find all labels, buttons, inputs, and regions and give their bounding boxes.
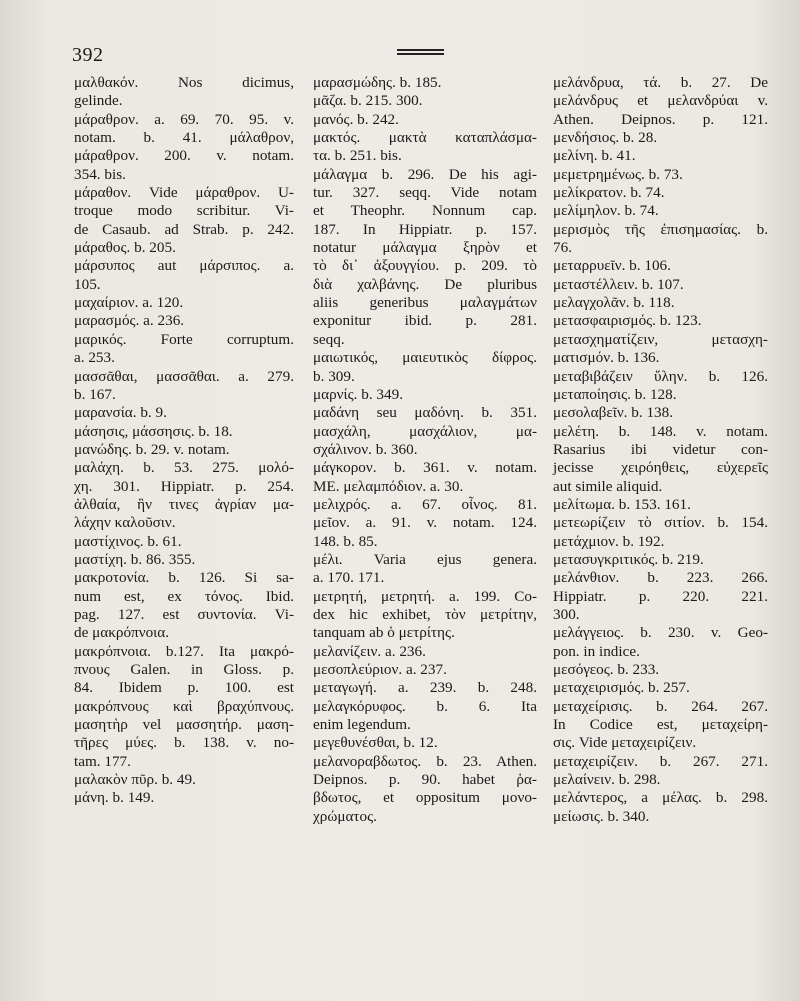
index-entry-line: Hippiatr. p. 220. 221. (553, 587, 768, 605)
index-entry-line: πνους Galen. in Gloss. p. (74, 661, 294, 678)
index-entry-line: μαδάνη seu μαδόνη. b. 351. (313, 404, 537, 422)
index-entry-line: tam. 177. (74, 752, 131, 770)
index-entry-line: μαστίχινος. b. 61. (74, 532, 182, 550)
index-entry-line: μεταβιβάζειν ὕλην. b. 126. (553, 367, 768, 385)
index-entry-line: μανώδης. b. 29. v. notam. (74, 440, 230, 458)
index-entry-line: 300. (553, 605, 580, 623)
index-entry-line: 148. b. 85. (313, 532, 378, 550)
index-entry-line: enim legendum. (313, 716, 411, 734)
index-entry-line: μελάνδρυα, τά. b. 27. De (553, 74, 768, 91)
index-entry-line: μετάχμιον. b. 192. (553, 532, 665, 550)
index-entry-line: μανός. b. 242. (313, 110, 399, 128)
index-column-right (553, 74, 768, 826)
index-entry-line: μελάνθιον. b. 223. 266. (553, 569, 768, 587)
index-entry-line: pon. in indice. (553, 642, 640, 660)
index-entry-line: μακρόπνοια. b.127. Ita μακρό- (74, 642, 294, 660)
index-entry-line: μεταστέλλειν. b. 107. (553, 275, 684, 293)
index-entry-line: ἀλθαία, ἣν τινες ἀγρίαν μα- (74, 495, 294, 513)
index-entry-line: μαρικός. Forte corruptum. (74, 330, 294, 348)
index-entry-line: μελαγχολᾶν. b. 118. (553, 294, 675, 312)
index-entry-line: μελάντερος, a μέλας. b. 298. (553, 789, 768, 807)
index-entry-line: μακροτονία. b. 126. Si sa- (74, 569, 294, 587)
index-entry-line: μελάγγειος. b. 230. v. Geo- (553, 624, 768, 642)
index-entry-line: μεσόγεος. b. 233. (553, 661, 660, 678)
index-entry-line: μακρόπνους καὶ βραχύπνους. (74, 697, 294, 715)
index-entry-line: μετασχηματίζειν, μετασχη- (553, 330, 768, 348)
index-entry-line: num est, ex τόνος. Ibid. (74, 587, 294, 605)
index-entry-line: μεταποίησις. b. 128. (553, 385, 677, 403)
index-entry-line: μελίνη. b. 41. (553, 147, 636, 165)
index-entry-line: pag. 127. est συντονία. Vi- (74, 605, 294, 623)
index-entry-line: μᾶζα. b. 215. 300. (313, 92, 423, 110)
index-entry-line: tanquam ab ὁ μετρίτης. (313, 624, 455, 642)
index-entry-line: μαλθακόν. Nos dicimus, (74, 74, 294, 91)
index-entry-line: μάραθρον. 200. v. notam. (74, 147, 294, 165)
index-entry-line: 354. bis. (74, 165, 126, 183)
index-entry-line: μερισμὸς τῆς ἐπισημασίας. b. (553, 220, 768, 238)
index-entry-line: aliis generibus μαλαγμάτων (313, 294, 537, 312)
index-entry-line: ματισμόν. b. 136. (553, 349, 660, 367)
index-entry-line: μεταχείρισις. b. 264. 267. (553, 697, 768, 715)
index-entry-line: 84. Ibidem p. 100. est (74, 679, 294, 697)
page-number: 392 (72, 44, 104, 66)
index-entry-line: μεταχειρισμός. b. 257. (553, 679, 690, 697)
index-entry-line: μάνη. b. 149. (74, 789, 155, 807)
index-entry-line: μάραθον. Vide μάραθρον. U- (74, 184, 294, 202)
index-entry-line: μελανίζειν. a. 236. (313, 642, 426, 660)
index-column-middle (313, 74, 537, 826)
index-entry-line: μελίτωμα. b. 153. 161. (553, 495, 691, 513)
index-entry-line: 76. (553, 239, 572, 257)
index-entry-line: μαλάχη. b. 53. 275. μολό- (74, 459, 294, 477)
index-entry-line: μεταρρυεῖν. b. 106. (553, 257, 671, 275)
index-entry-line: μετρητή, μετρητή. a. 199. Co- (313, 587, 537, 605)
index-entry-line: jecisse χειρόηθεις, εὐχερεῖς (553, 459, 768, 477)
index-entry-line: gelinde. (74, 92, 123, 110)
index-entry-line: μετεωρίζειν τὸ σιτίον. b. 154. (553, 514, 768, 532)
index-entry-line: de μακρόπνοια. (74, 624, 170, 642)
index-entry-line: μελάνδρυς et μελανδρύαι v. (553, 92, 768, 110)
index-entry-line: μελαγκόρυφος. b. 6. Ita (313, 697, 537, 715)
index-entry-line: μελανοραβδωτος. b. 23. Athen. (313, 752, 537, 770)
index-entry-line: b. 167. (74, 385, 116, 403)
index-entry-line: μασσᾶθαι, μασσᾶθαι. a. 279. (74, 367, 294, 385)
index-entry-line: διὰ χαλβάνης. De pluribus (313, 275, 537, 293)
index-entry-line: Deipnos. p. 90. habet ῥα- (313, 771, 537, 789)
index-entry-line: μαστίχη. b. 86. 355. (74, 550, 196, 568)
index-entry-line: σις. Vide μεταχειρίζειν. (553, 734, 697, 752)
index-column-left (74, 74, 294, 808)
index-entry-line: et Theophr. Nonnum cap. (313, 202, 537, 220)
index-entry-line: μελέτη. b. 148. v. notam. (553, 422, 768, 440)
index-entry-line: χη. 301. Hippiatr. p. 254. (74, 477, 294, 495)
index-entry-line: aut simile aliquid. (553, 477, 663, 495)
index-entry-line: de Casaub. ad Strab. p. 242. (74, 220, 294, 238)
index-entry-line: μάραθρον. a. 69. 70. 95. v. (74, 110, 294, 128)
index-entry-line: μασχάλη, μασχάλιον, μα- (313, 422, 537, 440)
index-entry-line: μαρνίς. b. 349. (313, 385, 404, 403)
index-entry-line: μαρασμός. a. 236. (74, 312, 185, 330)
index-entry-line: λάχην καλοῦσιν. (74, 514, 176, 532)
index-entry-line: dex hic exhibet, τὸν μετρίτην, (313, 605, 537, 623)
index-entry-line: b. 309. (313, 367, 355, 385)
index-entry-line: μετασφαιρισμός. b. 123. (553, 312, 702, 330)
index-entry-line: μεῖον. a. 91. v. notam. 124. (313, 514, 537, 532)
index-entry-line: βδωτος, et oppositum μονο- (313, 789, 537, 807)
index-entry-line: μάρσυπος aut μάρσιπος. a. (74, 257, 294, 275)
index-entry-line: μέλι. Varia ejus genera. (313, 550, 537, 568)
index-entry-line: notatur μάλαγμα ξηρὸν et (313, 239, 537, 257)
index-entry-line: a. 170. 171. (313, 569, 385, 587)
index-entry-line: μείωσις. b. 340. (553, 807, 650, 825)
index-entry-line: μάλαγμα b. 296. De his agi- (313, 165, 537, 183)
index-entry-line: seqq. (313, 330, 345, 348)
index-entry-line: μάγκορον. b. 361. v. notam. (313, 459, 537, 477)
index-entry-line: μενδήσιος. b. 28. (553, 129, 658, 147)
index-entry-line: In Codice est, μεταχείρη- (553, 716, 768, 734)
index-entry-line: μεγεθυνέσθαι, b. 12. (313, 734, 438, 752)
index-entry-line: 187. In Hippiatr. p. 157. (313, 220, 537, 238)
index-entry-line: μεσοπλεύριον. a. 237. (313, 661, 447, 678)
index-entry-line: Athen. Deipnos. p. 121. (553, 110, 768, 128)
index-entry-line: μάσησις, μάσσησις. b. 18. (74, 422, 233, 440)
index-entry-line: μακτός. μακτὰ καταπλάσμα- (313, 129, 537, 147)
index-entry-line: μαχαίριον. a. 120. (74, 294, 184, 312)
index-entry-line: notam. b. 41. μάλαθρον, (74, 129, 294, 147)
index-entry-line: Rasarius ibi videtur con- (553, 440, 768, 458)
index-entry-line: μελίκρατον. b. 74. (553, 184, 665, 202)
index-entry-line: μεταγωγή. a. 239. b. 248. (313, 679, 537, 697)
index-entry-line: μαρασμώδης. b. 185. (313, 74, 442, 91)
index-entry-line: σχάλινον. b. 360. (313, 440, 418, 458)
index-entry-line: ME. μελαμπόδιον. a. 30. (313, 477, 464, 495)
index-entry-line: μεσολαβεῖν. b. 138. (553, 404, 674, 422)
index-entry-line: μελιχρός. a. 67. οἶνος. 81. (313, 495, 537, 513)
index-entry-line: μάραθος. b. 205. (74, 239, 176, 257)
index-entry-line: μελίμηλον. b. 74. (553, 202, 659, 220)
index-entry-line: τῆρες μύες. b. 138. v. no- (74, 734, 294, 752)
index-entry-line: τὸ δι᾽ ἀξουγγίου. p. 209. τὸ (313, 257, 537, 275)
index-entry-line: μασητὴρ vel μασσητήρ. μαση- (74, 716, 294, 734)
index-entry-line: a. 253. (74, 349, 115, 367)
index-entry-line: μαλακὸν πῦρ. b. 49. (74, 771, 196, 789)
index-entry-line: tur. 327. seqq. Vide notam (313, 184, 537, 202)
index-entry-line: μετασυγκριτικός. b. 219. (553, 550, 704, 568)
index-entry-line: μαιωτικός, μαιευτικὸς δίφρος. (313, 349, 537, 367)
header-double-rule (397, 49, 444, 55)
index-entry-line: μαρανσία. b. 9. (74, 404, 167, 422)
index-entry-line: τα. b. 251. bis. (313, 147, 402, 165)
index-entry-line: χρώματος. (313, 807, 377, 825)
index-entry-line: 105. (74, 275, 101, 293)
index-entry-line: troque modo scribitur. Vi- (74, 202, 294, 220)
index-entry-line: exponitur ibid. p. 281. (313, 312, 537, 330)
index-entry-line: μελαίνειν. b. 298. (553, 771, 661, 789)
index-entry-line: μεμετρημένως. b. 73. (553, 165, 683, 183)
index-entry-line: μεταχειρίζειν. b. 267. 271. (553, 752, 768, 770)
